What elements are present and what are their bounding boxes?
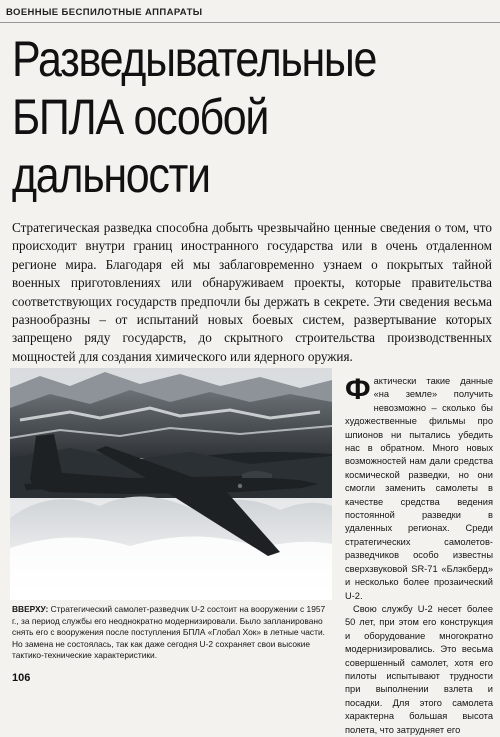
title-line-2: БПЛА особой: [12, 89, 269, 145]
lead-paragraph: [12, 219, 492, 366]
title-line-1: Разведывательные: [12, 31, 377, 87]
page-title: [12, 30, 425, 204]
body-paragraph-2: Свою службу U-2 несет более 50 лет, при этом его конструкция и оборудование многократно модернизировались. Это весьма совершенный самолет, хотя его пилоты испытывают трудности при выполнении взлета и посадки. Для этого самолета характерна большая высота полета, что затрудняет его: [345, 603, 493, 735]
section-label: ВОЕННЫЕ БЕСПИЛОТНЫЕ АППАРАТЫ: [6, 7, 203, 18]
title-line-3: дальности: [12, 147, 210, 203]
lead-text: Стратегическая разведка способна добыть чрезвычайно ценные сведения о том, что происходит внутри границ иностранного государства или в очень отдаленном регионе мира. Благодаря ей мы заблаговременно узнаем о покрытых тайной военных приготовлениях или обнаруживаем проекты, которые правительства соответствующих государств предпочли бы держать в секрете. Эти сведения весьма разнообразны – от испытаний новых боевых систем, развертывание которых запрещено ряду государств, до скрытного строительства производственных мощностей для создания химического или ядерного оружия.: [12, 220, 492, 364]
page-number: 106: [12, 672, 31, 684]
caption-text: Стратегический самолет-разведчик U-2 состоит на вооружении с 1957 г., за период службы его неоднократно модернизировали. Было запланировано снять его с вооружения после поступления БПЛА «Глобал Хок» в летные части. Но замена не состоялась, так как даже сегодня U-2 сохраняет свои высокие тактико-технические характеристики.: [12, 604, 326, 661]
photo-caption: [12, 604, 334, 662]
body-column: [345, 375, 493, 737]
section-header: [0, 4, 500, 23]
u2-aircraft-image: [10, 368, 332, 600]
aircraft-photo: [10, 368, 332, 600]
caption-label: ВВЕРХУ:: [12, 604, 49, 614]
body-paragraph-1: [345, 375, 493, 603]
drop-cap: Ф: [345, 373, 371, 406]
body-paragraph-1-text: актически такие данные «на земле» получить невозможно – сколько бы художественные фильмы про шпионов ни пытались убедить нас в обратном. Много новых возможностей нам дали средства космической разведки, но они смогли заменить самолеты в качестве средства ведения постоянной разведки в удаленных регионах. Среди стратегических самолетов-разведчиков особо известны сверхзвуковой SR-71 «Блэкберд» и несколько более прозаический U-2.: [345, 376, 493, 601]
